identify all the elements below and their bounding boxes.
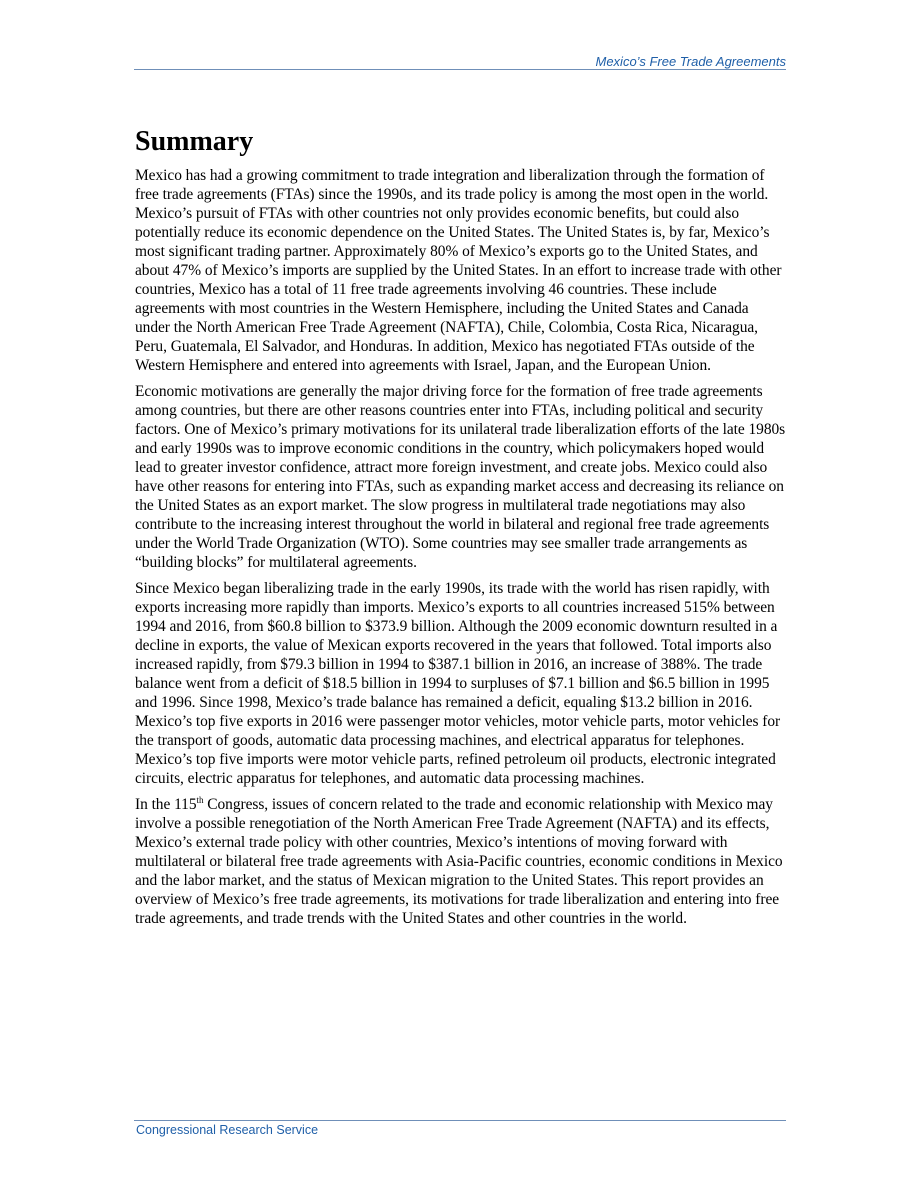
summary-paragraph-2: Economic motivations are generally the major driving force for the formation of free trade agreements among countries, but there are other reasons countries enter into FTAs, including political and security factors. One of Mexico’s primary motivations for its unilateral trade liberalization efforts of the late 1980s and early 1990s was to improve economic conditions in the country, which policymakers hoped would lead to greater investor confidence, attract more foreign investment, and create jobs. Mexico could also have other reasons for entering into FTAs, such as expanding market access and decreasing its reliance on the United States as an export market. The slow progress in multilateral trade negotiations may also contribute to the increasing interest throughout the world in bilateral and regional free trade agreements under the World Trade Organization (WTO). Some countries may see smaller trade arrangements as “building blocks” for multilateral agreements. bbox=[135, 383, 786, 571]
running-header-title: Mexico’s Free Trade Agreements bbox=[595, 54, 786, 69]
header-divider bbox=[134, 69, 786, 70]
footer-divider bbox=[134, 1120, 786, 1121]
ordinal-superscript: th bbox=[196, 794, 204, 805]
summary-section bbox=[135, 124, 786, 935]
paragraph-4-rest: Congress, issues of concern related to the trade and economic relationship with Mexico may involve a possible renegotiation of the North American Free Trade Agreement (NAFTA) and its effects, Mexico’s external trade policy with other countries, Mexico’s intentions of moving forward with multilateral or bilateral free trade agreements with Asia-Pacific countries, economic conditions in Mexico and the labor market, and the status of Mexican migration to the United States. This report provides an overview of Mexico’s free trade agreements, its motivations for trade liberalization and entering into free trade agreements, and trade trends with the United States and other countries in the world. bbox=[135, 796, 783, 927]
section-heading: Summary bbox=[135, 126, 254, 157]
summary-paragraph-3: Since Mexico began liberalizing trade in the early 1990s, its trade with the world has risen rapidly, with exports increasing more rapidly than imports. Mexico’s exports to all countries increased 515% between 1994 and 2016, from $60.8 billion to $373.9 billion. Although the 2009 economic downturn resulted in a decline in exports, the value of Mexican exports recovered in the years that followed. Total imports also increased rapidly, from $79.3 billion in 1994 to $387.1 billion in 2016, an increase of 388%. The trade balance went from a deficit of $18.5 billion in 1994 to surpluses of $7.1 billion and $6.5 billion in 1995 and 1996. Since 1998, Mexico’s trade balance has remained a deficit, equaling $13.2 billion in 2016. Mexico’s top five exports in 2016 were passenger motor vehicles, motor vehicle parts, motor vehicles for the transport of goods, automatic data processing machines, and electrical apparatus for telephones. Mexico’s top five imports were motor vehicle parts, refined petroleum oil products, electronic integrated circuits, electric apparatus for telephones, and automatic data processing machines. bbox=[135, 580, 781, 787]
summary-paragraph-4 bbox=[135, 795, 786, 928]
footer-organization: Congressional Research Service bbox=[136, 1123, 319, 1137]
paragraph-4-lead: In the 115 bbox=[135, 796, 197, 813]
summary-paragraph-1: Mexico has had a growing commitment to trade integration and liberalization through the formation of free trade agreements (FTAs) since the 1990s, and its trade policy is among the most open in the world. Mexico’s pursuit of FTAs with other countries not only provides economic benefits, but could also potentially reduce its economic dependence on the United States. The United States is, by far, Mexico’s most significant trading partner. Approximately 80% of Mexico’s exports go to the United States, and about 47% of Mexico’s imports are supplied by the United States. In an effort to increase trade with other countries, Mexico has a total of 11 free trade agreements involving 46 countries. These include agreements with most countries in the Western Hemisphere, including the United States and Canada under the North American Free Trade Agreement (NAFTA), Chile, Colombia, Costa Rica, Nicaragua, Peru, Guatemala, El Salvador, and Honduras. In addition, Mexico has negotiated FTAs outside of the Western Hemisphere and entered into agreements with Israel, Japan, and the European Union. bbox=[135, 167, 782, 374]
